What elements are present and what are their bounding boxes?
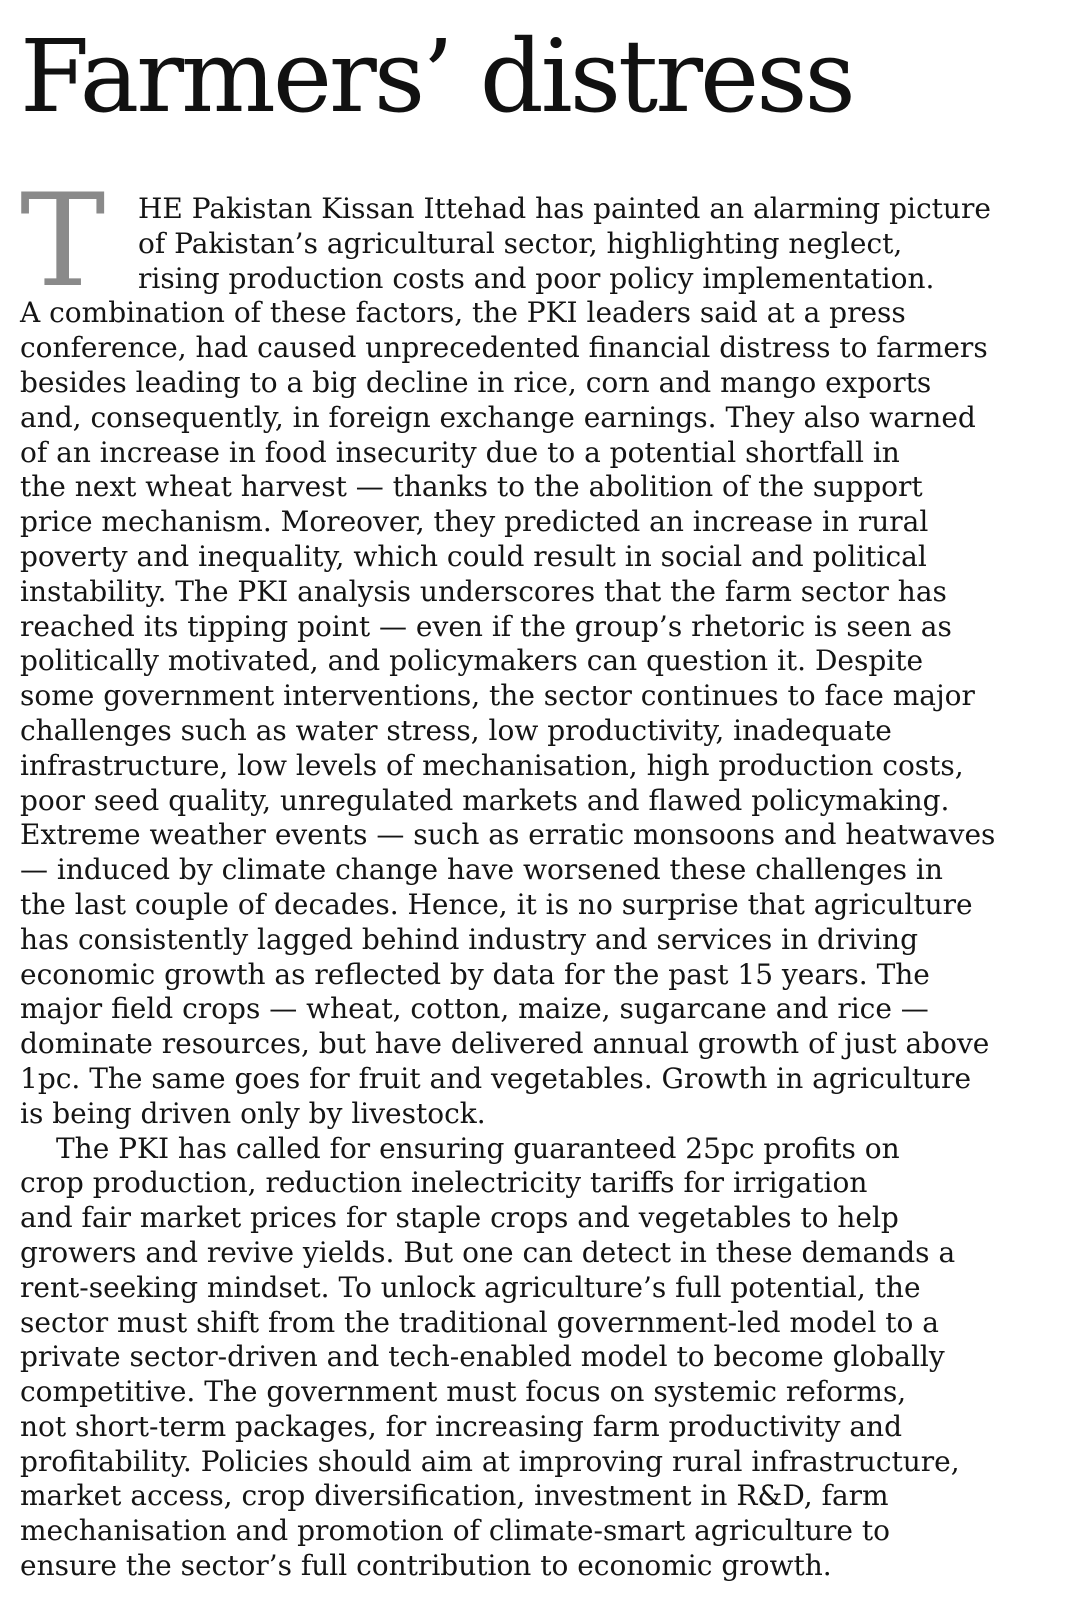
paragraph-2 — [20, 1132, 1072, 1584]
text-line: challenges such as water stress, low productivity, inadequate — [20, 713, 892, 747]
text-line: politically motivated, and policymakers can question it. Despite — [20, 644, 924, 678]
text-line: and fair market prices for staple crops and vegetables to help — [20, 1201, 899, 1235]
text-line: dominate resources, but have delivered annual growth of just above — [20, 1027, 990, 1061]
text-line: crop production, reduction inelectricity tariffs for irrigation — [20, 1166, 868, 1200]
text-line: of Pakistan’s agricultural sector, highlighting neglect, — [138, 226, 903, 260]
text-line: price mechanism. Moreover, they predicted an increase in rural — [20, 505, 929, 539]
text-line: has consistently lagged behind industry and services in driving — [20, 922, 918, 956]
text-line: competitive. The government must focus on systemic reforms, — [20, 1375, 907, 1409]
text-line: profitability. Policies should aim at improving rural infrastructure, — [20, 1444, 960, 1478]
drop-cap: T — [20, 167, 106, 316]
text-line: mechanisation and promotion of climate-smart agriculture to — [20, 1514, 890, 1548]
text-line: poverty and inequality, which could result in social and political — [20, 539, 927, 573]
text-line: 1pc. The same goes for fruit and vegetables. Growth in agriculture — [20, 1061, 972, 1095]
article-body — [20, 167, 1072, 1584]
text-line: infrastructure, low levels of mechanisation, high production costs, — [20, 748, 964, 782]
text-line: rent-seeking mindset. To unlock agriculture’s full potential, the — [20, 1270, 921, 1304]
text-line: economic growth as reflected by data for the past 15 years. The — [20, 957, 930, 991]
text-line: The PKI has called for ensuring guaranteed 25pc profits on — [56, 1131, 900, 1165]
text-line: besides leading to a big decline in rice, corn and mango exports — [20, 365, 932, 399]
text-line: A combination of these factors, the PKI leaders said at a press — [20, 296, 906, 330]
text-line: sector must shift from the traditional government-led model to a — [20, 1305, 939, 1339]
headline: Farmers’ distress — [20, 18, 853, 135]
text-line: instability. The PKI analysis underscores that the farm sector has — [20, 574, 947, 608]
text-line: — induced by climate change have worsened these challenges in — [20, 853, 943, 887]
text-line: HE Pakistan Kissan Ittehad has painted an alarming picture — [138, 192, 991, 225]
text-line: major field crops — wheat, cotton, maize, sugarcane and rice — — [20, 992, 929, 1026]
text-line: is being driven only by livestock. — [20, 1096, 486, 1130]
text-line: poor seed quality, unregulated markets and flawed policymaking. — [20, 783, 950, 817]
text-line: and, consequently, in foreign exchange earnings. They also warned — [20, 400, 976, 434]
text-line: of an increase in food insecurity due to a potential shortfall in — [20, 435, 900, 469]
text-line: ensure the sector’s full contribution to economic growth. — [20, 1549, 832, 1583]
text-line: the next wheat harvest — thanks to the abolition of the support — [20, 470, 923, 504]
text-line: market access, crop diversification, investment in R&D, farm — [20, 1479, 889, 1513]
text-line: conference, had caused unprecedented financial distress to farmers — [20, 331, 988, 365]
text-line: not short-term packages, for increasing farm productivity and — [20, 1409, 902, 1443]
text-line: private sector-driven and tech-enabled model to become globally — [20, 1340, 945, 1374]
text-line: growers and revive yields. But one can detect in these demands a — [20, 1235, 956, 1269]
text-line: some government interventions, the sector continues to face major — [20, 679, 975, 713]
text-line: reached its tipping point — even if the group’s rhetoric is seen as — [20, 609, 952, 643]
paragraph-1 — [20, 167, 1072, 1132]
text-line: Extreme weather events — such as erratic monsoons and heatwaves — [20, 818, 996, 852]
text-line: the last couple of decades. Hence, it is no surprise that agriculture — [20, 887, 973, 921]
editorial-article — [20, 18, 1072, 1584]
text-line: rising production costs and poor policy implementation. — [138, 261, 935, 295]
